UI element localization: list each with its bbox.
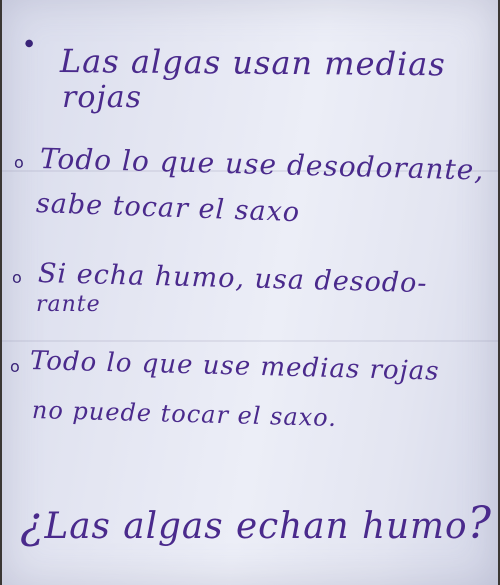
statement-4-line-1: Todo lo que use medias rojas	[29, 346, 440, 387]
hollow-bullet-icon: o	[12, 268, 22, 287]
statement-3-line-1: Si echa humo, usa desodo-	[37, 258, 428, 300]
statement-2-line-1: Todo lo que use desodorante,	[39, 142, 485, 187]
hollow-bullet-icon: o	[10, 357, 20, 376]
hollow-bullet-icon: o	[14, 153, 24, 172]
question-open-mark: ¿	[20, 498, 45, 549]
statement-1-line-1: Las algas usan medias	[59, 42, 446, 84]
question-text: Las algas echan humo	[44, 506, 468, 547]
question-line	[20, 498, 492, 549]
statement-3-line-2: rante	[36, 292, 101, 317]
filled-bullet-icon: •	[17, 28, 43, 62]
statement-1-line-2: rojas	[62, 80, 142, 115]
handwritten-note-paper	[2, 0, 498, 585]
paper-fold-line	[2, 340, 498, 342]
question-close-mark: ?	[467, 498, 492, 549]
statement-2-line-2: sabe tocar el saxo	[35, 188, 301, 229]
statement-4-line-2: no puede tocar el saxo.	[31, 396, 338, 432]
